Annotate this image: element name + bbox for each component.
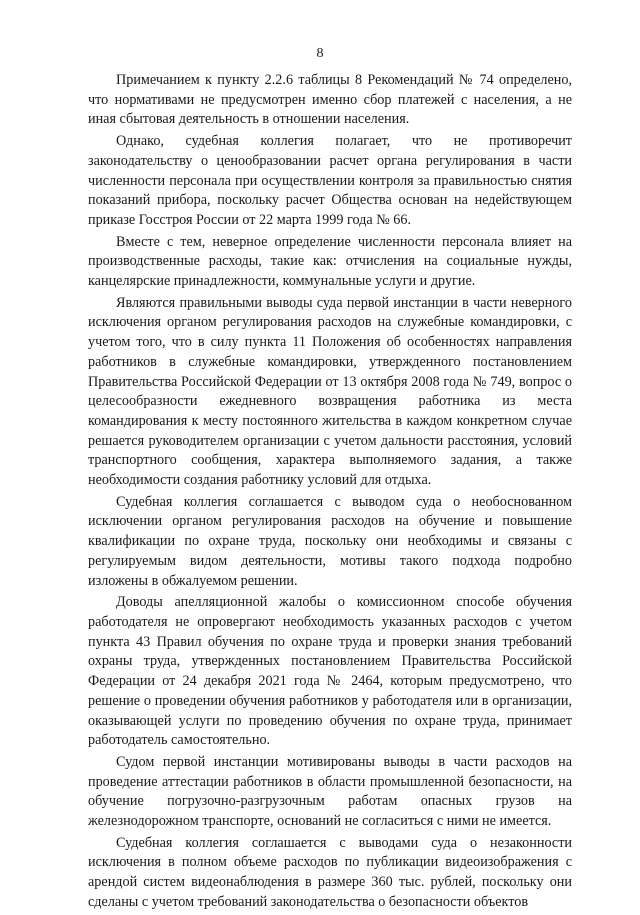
paragraph-4: Являются правильными выводы суда первой инстанции в части неверного исключения органом регулирования расходов на служебные командировки, с учетом того, что в силу пункта 11 Положения об особенностях направления работников в служебные командировки, утвержденного постановлением Правительства Российской Федерации от 13 октября 2008 года № 749, вопрос о целесообразности ежедневного возвращения работника из места командирования к месту постоянного жительства в каждом конкретном случае решается руководителем организации с учетом дальности расстояния, условий транспортного сообщения, характера выполняемого задания, а также необходимости создания работнику условий для отдыха. bbox=[88, 294, 572, 489]
paragraph-1: Примечанием к пункту 2.2.6 таблицы 8 Рекомендаций № 74 определено, что нормативами не предусмотрен именно сбор платежей с населения, а не иная сбытовая деятельность в отношении населения. bbox=[88, 72, 572, 128]
document-body bbox=[88, 71, 572, 915]
paragraph-5: Судебная коллегия соглашается с выводом суда о необоснованном исключении органом регулирования расходов на обучение и повышение квалификации по охране труда, поскольку они необходимы и связаны с регулируемым видом деятельности, мотивы такого подхода подробно изложены в обжалуемом решении. bbox=[88, 493, 572, 589]
page-number: 8 bbox=[316, 46, 324, 61]
paragraph-6: Доводы апелляционной жалобы о комиссионном способе обучения работодателя не опровергают необходимость указанных расходов с учетом пункта 43 Правил обучения по охране труда и проверки знания требований охраны труда, утвержденных постановлением Правительства Российской Федерации от 24 декабря 2021 года № 2464, которым предусмотрено, что решение о проведении обучения работников у работодателя или в организации, оказывающей услуги по проведению обучения по охране труда, принимает работодатель самостоятельно. bbox=[88, 594, 572, 749]
paragraph-8: Судебная коллегия соглашается с выводами суда о незаконности исключения в полном объеме расходов по публикации видеоизображения с арендой систем видеонаблюдения в размере 360 тыс. рублей, поскольку они сделаны с учетом требований законодательства о безопасности объектов bbox=[88, 834, 572, 910]
paragraph-3: Вместе с тем, неверное определение численности персонала влияет на производственные расходы, такие как: отчисления на социальные нужды, канцелярские принадлежности, коммунальные услуги и другие. bbox=[88, 233, 572, 290]
paragraph-2: Однако, судебная коллегия полагает, что не противоречит законодательству о ценообразовании расчет органа регулирования в части численности персонала при осуществлении контроля за правильностью снятия показаний прибора, поскольку расчет Общества основан на недействующем приказе Госстроя России от 22 марта 1999 года № 66. bbox=[88, 133, 572, 228]
paragraph-7: Судом первой инстанции мотивированы выводы в части расходов на проведение аттестации работников в области промышленной безопасности, на обучение погрузочно-разгрузочным работам опасных грузов на железнодорожном транспорте, оснований не согласиться с ними не имеется. bbox=[88, 753, 572, 830]
